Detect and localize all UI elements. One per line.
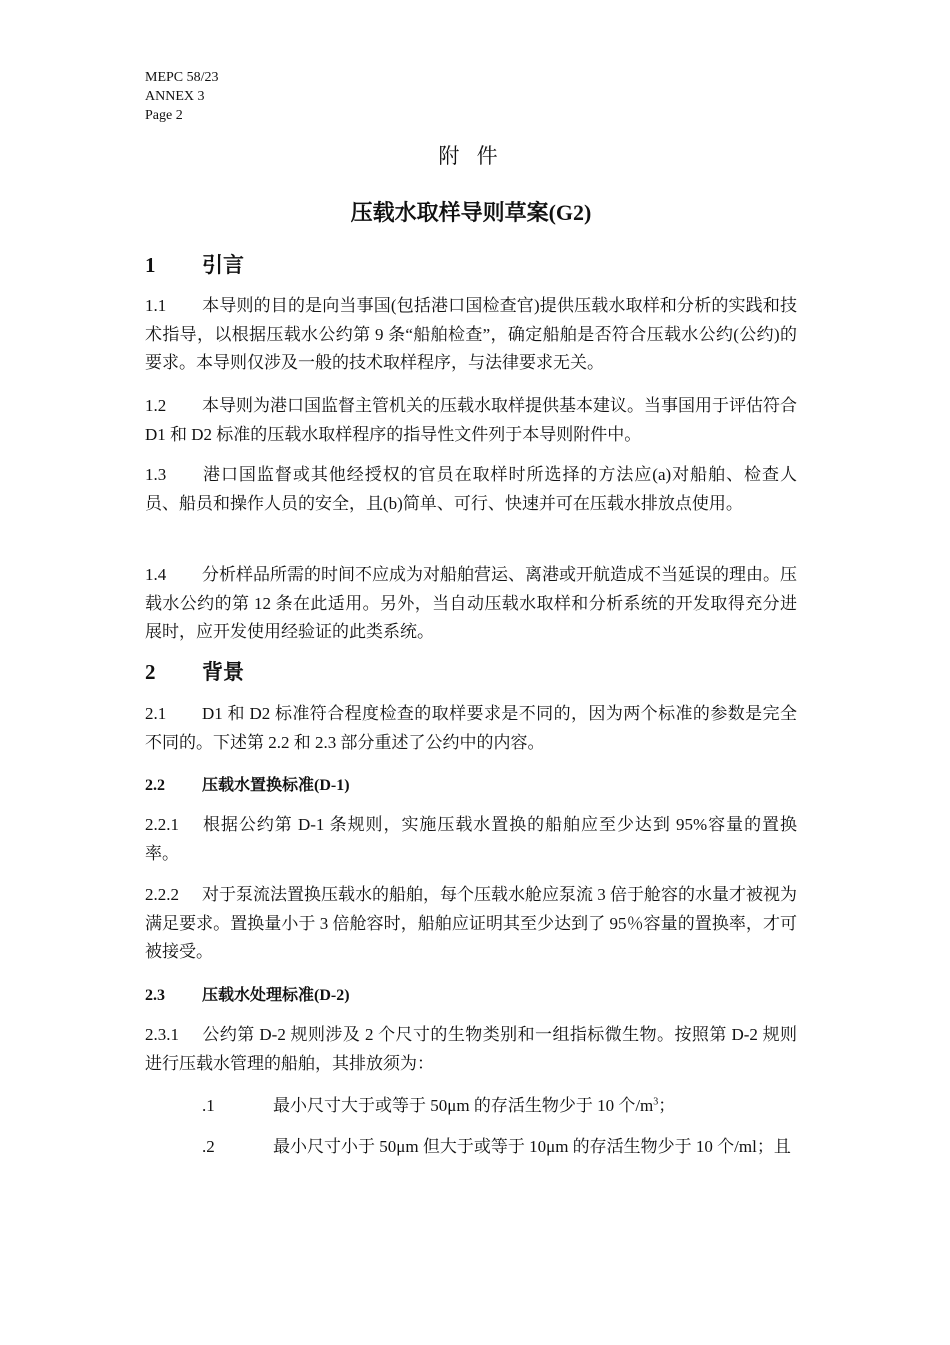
list-item-number: .1 xyxy=(202,1096,215,1115)
subsection-title: 压载水处理标准(D-2) xyxy=(202,987,350,1004)
paragraph-number: 2.1 xyxy=(145,704,167,723)
paragraph-text: 本导则为港口国监督主管机关的压载水取样提供基本建议。当事国用于评估符合 D1 和 D2 标准的压载水取样程序的指导性文件列于本导则附件中。 xyxy=(145,396,797,444)
paragraph-number: 1.4 xyxy=(145,565,167,584)
paragraph-1-1 xyxy=(145,292,797,378)
paragraph-1-3 xyxy=(145,461,797,518)
paragraph-text: 分析样品所需的时间不应成为对船舶营运、离港或开航造成不当延误的理由。压载水公约的第 12 条在此适用。另外，当自动压载水取样和分析系统的开发取得充分进展时，应开发使用经验证的此类系统。 xyxy=(145,565,797,641)
subsection-heading-2-3 xyxy=(145,984,797,1008)
section-number: 1 xyxy=(145,253,156,277)
paragraph-2-2-1 xyxy=(145,811,797,868)
list-item-number: .2 xyxy=(202,1137,215,1156)
paragraph-1-2 xyxy=(145,392,797,449)
paragraph-2-2-2 xyxy=(145,881,797,967)
section-title: 背景 xyxy=(202,660,244,684)
paragraph-text: 对于泵流法置换压载水的船舶，每个压载水舱应泵流 3 倍于舱容的水量才被视为满足要求。置换量小于 3 倍舱容时，船舶应证明其至少达到了 95％容量的置换率，才可被接受。 xyxy=(145,885,797,961)
header-doc-ref: MEPC 58/23 xyxy=(145,70,219,85)
list-item-body: 最小尺寸大于或等于 50μm 的存活生物少于 10 个/m xyxy=(273,1096,654,1115)
paragraph-text: 根据公约第 D-1 条规则，实施压载水置换的船舶应至少达到 95%容量的置换率。 xyxy=(145,815,797,863)
paragraph-number: 1.1 xyxy=(145,296,167,315)
section-heading-1 xyxy=(145,250,797,280)
subsection-number: 2.2 xyxy=(145,777,165,794)
paragraph-number: 1.3 xyxy=(145,465,167,484)
paragraph-number: 2.3.1 xyxy=(145,1025,179,1044)
paragraph-text: 本导则的目的是向当事国(包括港口国检查官)提供压载水取样和分析的实践和技术指导，以根据压载水公约第 9 条“船舶检查”，确定船舶是否符合压载水公约(公约)的要求。本导则仅涉及一般的技术取样程序，与法律要求无关。 xyxy=(145,296,797,372)
unit-exponent: 3 xyxy=(653,1096,659,1108)
section-number: 2 xyxy=(145,660,156,684)
page-header xyxy=(145,68,219,125)
paragraph-2-3-1 xyxy=(145,1021,797,1078)
list-item-1 xyxy=(202,1092,797,1121)
list-item-text xyxy=(273,1092,797,1121)
subsection-title: 压载水置换标准(D-1) xyxy=(202,777,350,794)
paragraph-1-4 xyxy=(145,561,797,647)
header-annex: ANNEX 3 xyxy=(145,89,205,104)
paragraph-2-1 xyxy=(145,700,797,757)
paragraph-number: 1.2 xyxy=(145,396,167,415)
document-title: 压载水取样导则草案(G2) xyxy=(350,200,592,225)
section-title: 引言 xyxy=(202,253,244,277)
paragraph-number: 2.2.2 xyxy=(145,885,179,904)
subsection-heading-2-2 xyxy=(145,774,797,798)
paragraph-text: D1 和 D2 标准符合程度检查的取样要求是不同的，因为两个标准的参数是完全不同的。下述第 2.2 和 2.3 部分重述了公约中的内容。 xyxy=(145,704,797,752)
section-heading-2 xyxy=(145,657,797,687)
paragraph-text: 港口国监督或其他经授权的官员在取样时所选择的方法应(a)对船舶、检查人员、船员和操作人员的安全，且(b)简单、可行、快速并可在压载水排放点使用。 xyxy=(145,465,797,513)
list-item-2 xyxy=(202,1133,797,1162)
annex-label: 附 件 xyxy=(438,144,504,168)
list-item-tail: ； xyxy=(658,1096,676,1115)
subsection-number: 2.3 xyxy=(145,987,165,1004)
list-item-text: 最小尺寸小于 50μm 但大于或等于 10μm 的存活生物少于 10 个/ml；且 xyxy=(273,1137,791,1156)
paragraph-number: 2.2.1 xyxy=(145,815,179,834)
header-page: Page 2 xyxy=(145,108,183,123)
paragraph-text: 公约第 D-2 规则涉及 2 个尺寸的生物类别和一组指标微生物。按照第 D-2 规则进行压载水管理的船舶，其排放须为： xyxy=(145,1025,797,1073)
